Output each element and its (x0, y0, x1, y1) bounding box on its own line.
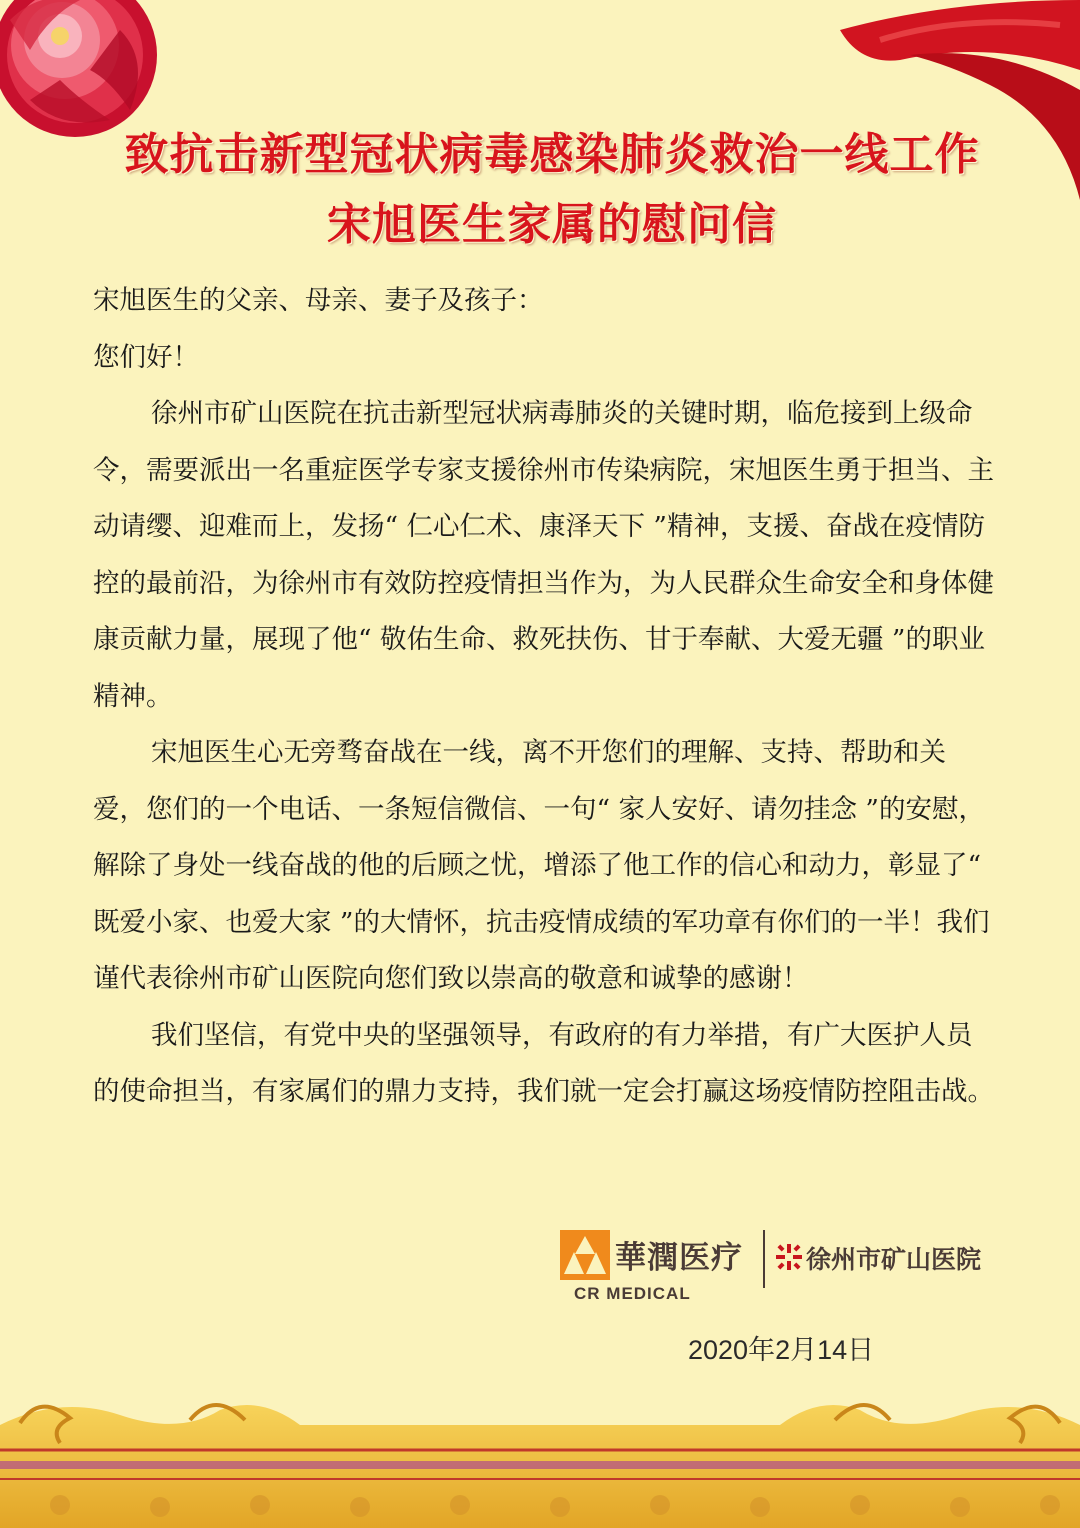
paragraph-1: 徐州市矿山医院在抗击新型冠状病毒肺炎的关键时期，临危接到上级命令，需要派出一名重症医学专家支援徐州市传染病院，宋旭医生勇于担当、主动请缨、迎难而上，发扬“ 仁心仁术、康泽天下 ”精神，支援、奋战在疫情防控的最前沿，为徐州市有效防控疫情担当作为，为人民群众生命安全和身体健康贡献力量，展现了他“ 敬佑生命、救死扶伤、甘于奉献、大爱无疆 ”的职业精神。 (93, 398, 994, 712)
sponsor-logos (560, 1222, 1000, 1312)
ornamental-border (0, 1395, 1080, 1528)
paragraph-2: 宋旭医生心无旁骛奋战在一线，离不开您们的理解、支持、帮助和关爱，您们的一个电话、一条短信微信、一句“ 家人安好、请勿挂念 ”的安慰，解除了身处一线奋战的他的后顾之忧，增添了他工作的信心和动力，彰显了“ 既爱小家、也爱大家 ”的大情怀，抗击疫情成绩的军功章有你们的一半！我们谨代表徐州市矿山医院向您们致以崇高的敬意和诚挚的感谢！ (93, 737, 990, 994)
letter-body (93, 273, 998, 1121)
letter-title-line-1: 致抗击新型冠状病毒感染肺炎救治一线工作 (124, 129, 980, 180)
letter-date: 2020年2月14日 (688, 1335, 875, 1365)
hospital-logo-icon (776, 1244, 802, 1270)
cr-medical-english-name: CR MEDICAL (574, 1284, 691, 1303)
hospital-name: 徐州市矿山医院 (806, 1245, 982, 1274)
salutation: 宋旭医生的父亲、母亲、妻子及孩子： (93, 285, 544, 316)
paragraph-3: 我们坚信，有党中央的坚强领导，有政府的有力举措，有广大医护人员的使命担当，有家属们的鼎力支持，我们就一定会打赢这场疫情防控阻击战。 (93, 1019, 994, 1107)
greeting: 您们好！ (93, 341, 199, 373)
cr-medical-logo-icon (560, 1230, 610, 1280)
logo-divider (763, 1230, 765, 1288)
cr-medical-chinese-name: 華潤医疗 (615, 1240, 743, 1276)
letter-title-line-2: 宋旭医生家属的慰问信 (327, 199, 777, 250)
